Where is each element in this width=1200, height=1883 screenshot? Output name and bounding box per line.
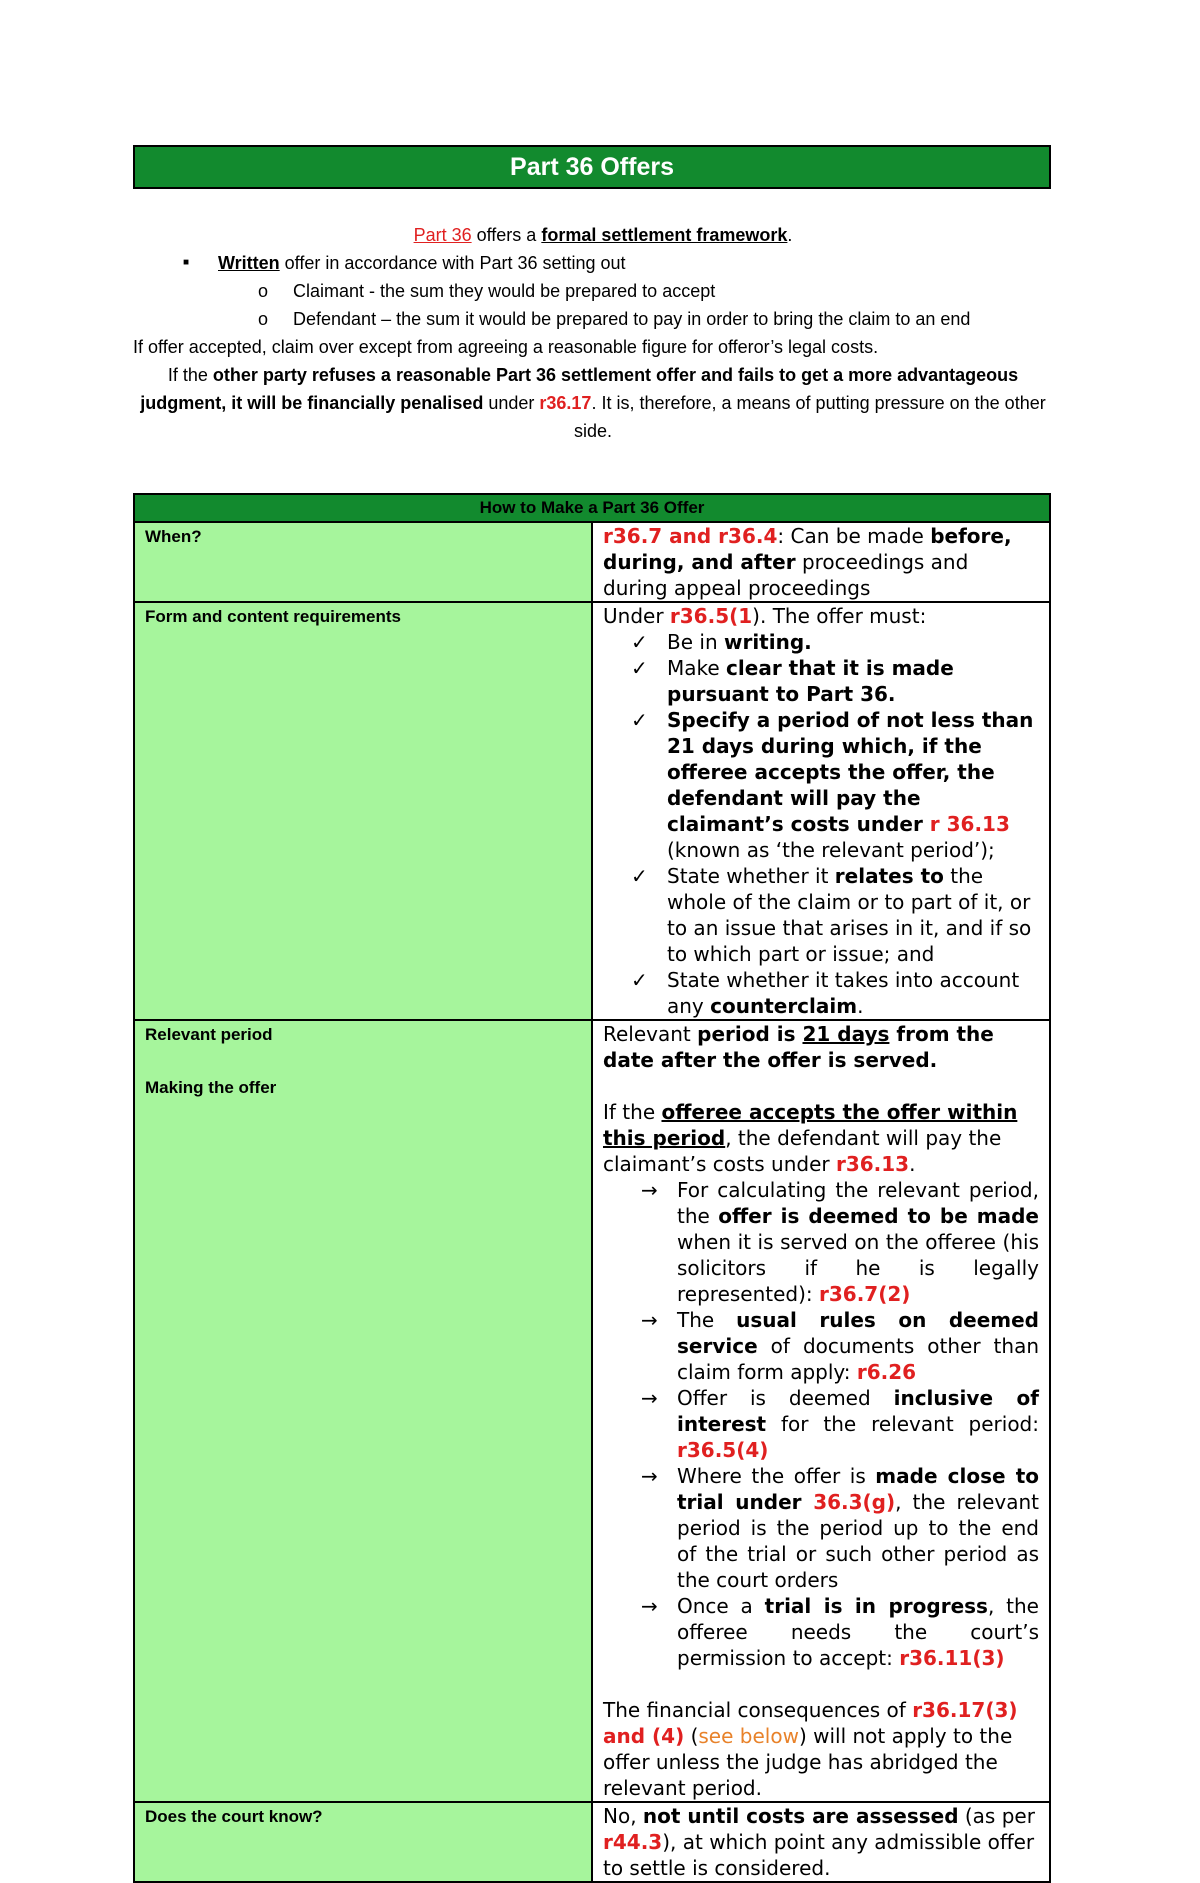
label-relevant-period: Relevant period [145,1025,273,1044]
cell-emphasis: period is [697,1022,803,1046]
intro-section [133,221,1073,445]
cell-emphasis: before, during, and after [603,524,1012,574]
cell-emphasis: offer is deemed to be made [718,1204,1039,1228]
intro-text: offers a [471,225,542,245]
circle-bullet-icon: o [258,309,269,329]
requirement-list [603,629,1039,1019]
cell-emphasis: from the date after the offer is served. [603,1022,994,1072]
cell-text: of documents other than claim form apply: [677,1334,1039,1384]
cell-emphasis: offeree accepts the offer within this period [603,1100,1018,1150]
cell-text: If the [603,1100,662,1124]
cell-text: the whole of the claim or to part of it, or to an issue that arises in it, and if so to which part or issue; and [667,864,1032,966]
cell-text: (known as ‘the relevant period’); [667,838,995,862]
list-item [631,863,1039,967]
see-below-link[interactable]: see below [698,1724,799,1748]
rule-reference: r36.17 [539,393,592,413]
consequences-para [603,1697,1039,1801]
bullet-text: offer in accordance with Part 36 setting out [279,253,626,273]
square-bullet-icon: ■ [183,257,190,268]
cell-emphasis: writing. [723,630,812,654]
rule-reference: r36.13 [835,1152,910,1176]
arrow-right-icon: → [641,1178,658,1202]
cell-text: , the offeree needs the court’s permission to accept: [677,1594,1039,1670]
row-value-relevant [592,1020,1050,1802]
cell-text: . [857,994,864,1018]
cell-text: ). The offer must: [752,604,927,628]
refusal-emphasis: other party refuses a reasonable Part 36 settlement offer and fails to get a more advantageous judgment, it will be financially penalised [140,365,1019,413]
page-title: Part 36 Offers [510,152,674,181]
row-label-relevant [134,1020,592,1802]
cell-text: Under [603,604,670,628]
cell-text: State whether it [667,864,835,888]
label-making-offer: Making the offer [145,1078,277,1097]
row-value-when [592,522,1050,602]
cell-text: , the defendant will pay the claimant’s costs under [603,1126,1002,1176]
part36-offer-table [133,493,1051,1883]
cell-text: proceedings and during appeal proceedings [603,550,969,600]
cell-text: . [909,1152,916,1176]
intro-emphasis: formal settlement framework [541,225,788,245]
cell-emphasis: inclusive of interest [677,1386,1039,1436]
cell-text: when it is served on the offeree (his solicitors if he is legally represented): [677,1230,1039,1306]
list-item [641,1385,1039,1463]
sub-bullet-item [133,305,1073,333]
table-row [134,1020,1050,1802]
cell-emphasis: not until costs are assessed [642,1804,959,1828]
refusal-text: If the [167,365,213,385]
list-item [641,1177,1039,1307]
cell-text: Where the offer is [677,1464,876,1488]
rule-reference: r36.7 and r36.4 [603,524,778,548]
refusal-text: . It is, therefore, a means of putting pressure on the other side. [573,393,1046,441]
rule-reference: r 36.13 [929,812,1010,836]
row-label-when: When? [134,522,592,602]
cell-text: ( [684,1724,699,1748]
cell-text: ), at which point any admissible offer to settle is considered. [603,1830,1035,1880]
rule-reference: 36.3(g) [813,1490,896,1514]
cell-text: Make [667,656,727,680]
intro-line [133,221,1073,249]
cell-text: Once a [677,1594,765,1618]
refusal-statement [133,361,1053,445]
sub-bullet-text: Defendant – the sum it would be prepared to pay in order to bring the claim to an end [293,309,971,329]
circle-bullet-icon: o [258,281,269,301]
checkmark-icon: ✓ [631,864,648,888]
list-item [641,1307,1039,1385]
arrow-list [603,1177,1039,1671]
rule-reference: r36.11(3) [899,1646,1005,1670]
checkmark-icon: ✓ [631,630,648,654]
cell-text: No, [603,1804,643,1828]
rule-reference: r6.26 [856,1360,917,1384]
rule-reference: r36.7(2) [819,1282,911,1306]
intro-text: . [787,225,793,245]
arrow-right-icon: → [641,1594,658,1618]
cell-emphasis: clear that it is made pursuant to Part 36. [667,656,954,706]
list-item [631,707,1039,863]
row-label-court: Does the court know? [134,1802,592,1882]
arrow-right-icon: → [641,1464,658,1488]
table-row [134,522,1050,602]
title-banner [133,145,1051,189]
arrow-right-icon: → [641,1386,658,1410]
cell-text: (as per [958,1804,1035,1828]
list-item [641,1463,1039,1593]
row-label-form: Form and content requirements [134,602,592,1020]
bullet-emphasis: Written [218,253,280,273]
cell-emphasis: Specify a period of not less than 21 days during which, if the offeree accepts the offer, the defendant will pay the claimant’s costs under [667,708,1034,836]
table-row [134,602,1050,1020]
rule-reference: r36.17(3) and (4) [603,1698,1018,1748]
rule-reference: r36.5(1 [669,604,753,628]
list-item [631,655,1039,707]
cell-text: Relevant [603,1022,698,1046]
sub-bullet-item [133,277,1073,305]
checkmark-icon: ✓ [631,708,648,732]
cell-emphasis: usual rules on deemed service [677,1308,1039,1358]
cell-emphasis: made close to trial under [677,1464,1039,1514]
table-row [134,1802,1050,1882]
cell-text: ) will not apply to the offer unless the judge has abridged the relevant period. [603,1724,1013,1800]
list-item [631,967,1039,1019]
list-item [641,1593,1039,1671]
cell-emphasis: 21 days [802,1022,890,1046]
cell-text: Be in [667,630,724,654]
checkmark-icon: ✓ [631,968,648,992]
form-intro [603,603,1039,629]
rule-reference: r36.5(4) [677,1438,769,1462]
acceptance-para [603,1099,1039,1177]
table-header: How to Make a Part 36 Offer [134,494,1050,522]
list-item [631,629,1039,655]
cell-text: , the relevant period is the period up to the end of the trial or such other period as the court orders [677,1490,1039,1592]
cell-text: The financial consequences of [603,1698,913,1722]
sub-bullet-text: Claimant - the sum they would be prepared to accept [293,281,716,301]
cell-emphasis: trial is in progress [764,1594,988,1618]
accepted-statement: If offer accepted, claim over except from agreeing a reasonable figure for offeror’s legal costs. [133,337,879,357]
row-value-court [592,1802,1050,1882]
cell-text: State whether it takes into account any [667,968,1020,1018]
cell-text: The [677,1308,737,1332]
cell-text: For calculating the relevant period, the [677,1178,1039,1228]
rule-reference: r44.3 [603,1830,663,1854]
cell-text: Offer is deemed [677,1386,894,1410]
row-value-form [592,602,1050,1020]
relevant-para [603,1021,1039,1073]
cell-text: for the relevant period: [766,1412,1039,1436]
arrow-right-icon: → [641,1308,658,1332]
cell-emphasis: counterclaim [710,994,858,1018]
cell-text: : Can be made [777,524,931,548]
checkmark-icon: ✓ [631,656,648,680]
part36-link[interactable]: Part 36 [413,225,472,245]
bullet-item [133,249,1073,277]
refusal-text: under [483,393,540,413]
cell-emphasis: relates to [834,864,944,888]
